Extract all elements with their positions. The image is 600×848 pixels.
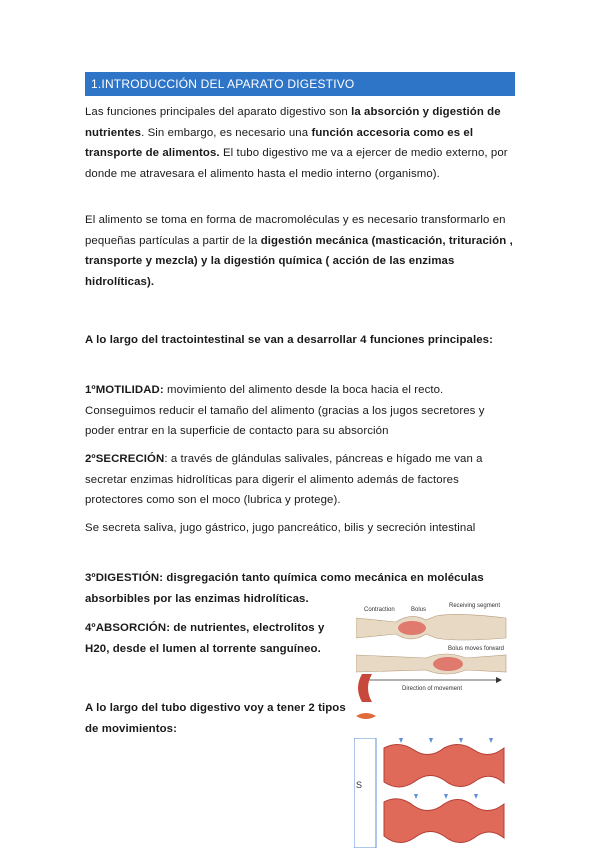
- digestion-types-bold: digestión mecánica (masticación, trituración , transporte y mezcla) y la digestión química ( acción de las enzimas hidrolíticas).: [85, 234, 513, 288]
- intro-text-3: El tubo digestivo me va a ejercer de medio externo, por donde me atravesara el alimento hasta el medio interno (organismo).: [85, 147, 508, 180]
- label-bolus: Bolus: [411, 607, 427, 613]
- four-functions-heading: A lo largo del tractointestinal se van a desarrollar 4 funciones principales:: [85, 334, 493, 346]
- segmentation-diagram: [354, 738, 516, 848]
- label-contraction: Contraction: [364, 607, 395, 613]
- tube-lower: [356, 654, 506, 674]
- paragraph-movimientos: [85, 698, 347, 739]
- paragraph-four-functions: [85, 330, 517, 351]
- intro-bold-1: la absorción y digestión de nutrientes: [85, 106, 501, 139]
- paragraph-intro: [85, 102, 517, 184]
- intro-bold-2: función accesoria como es el transporte de alimentos.: [85, 126, 474, 159]
- bolus-upper: [398, 621, 426, 635]
- side-panel: [354, 738, 376, 848]
- intro-text-2: . Sin embargo, es necesario una: [141, 126, 312, 139]
- segment-upper: [384, 744, 504, 787]
- paragraph-secrecion: [85, 449, 517, 511]
- intro-text-1: Las funciones principales del aparato digestivo son: [85, 106, 352, 118]
- secrecion-label: 2ºSECRECIÓN: [85, 453, 165, 465]
- intestine-fragment: [352, 672, 382, 732]
- motilidad-text: movimiento del alimento desde la boca hacia el recto. Conseguimos reducir el tamaño del alimento (gracias a los jugos secretores y poder entrar en la superficie de contacto para su absorción: [85, 384, 485, 437]
- label-moves-forward: Bolus moves forward: [448, 646, 505, 652]
- absorcion-text: 4ºABSORCIÓN: de nutrientes, electrolitos y H20, desde el lumen al torrente sanguíneo.: [85, 622, 325, 655]
- paragraph-digestion-types: [85, 210, 517, 292]
- paragraph-secreta: [85, 518, 517, 539]
- section-title: 1.INTRODUCCIÓN DEL APARATO DIGESTIVO: [91, 77, 355, 91]
- intestine-piece: [358, 674, 372, 702]
- paragraph-motilidad: [85, 380, 517, 442]
- intestine-strip: [356, 713, 376, 719]
- side-mark: S: [356, 780, 363, 790]
- movimientos-text: A lo largo del tubo digestivo voy a tener 2 tipos de movimientos:: [85, 702, 346, 735]
- tube-upper: [356, 614, 506, 640]
- arrow-head: [496, 677, 502, 683]
- section-header: [85, 72, 515, 96]
- segment-lower: [384, 799, 504, 843]
- motilidad-label: 1ºMOTILIDAD:: [85, 384, 164, 396]
- digestion-text: 3ºDIGESTIÓN: disgregación tanto química como mecánica en moléculas absorbibles por las enzimas hidrolíticas.: [85, 572, 484, 605]
- secreta-text: Se secreta saliva, jugo gástrico, jugo pancreático, bilis y secreción intestinal: [85, 522, 476, 534]
- digestion-types-text: El alimento se toma en forma de macromoléculas y es necesario transformarlo en pequeñas partículas a partir de la: [85, 214, 506, 247]
- label-direction: Direction of movement: [402, 686, 463, 692]
- secrecion-text: : a través de glándulas salivales, páncreas e hígado me van a secretar enzimas hidrolíticas para digerir el alimento además de factores protectores como son el moco (lubrica y protege).: [85, 453, 483, 506]
- paragraph-absorcion: [85, 618, 347, 659]
- label-receiving: Receiving segment: [449, 603, 501, 609]
- bolus-lower: [433, 657, 463, 671]
